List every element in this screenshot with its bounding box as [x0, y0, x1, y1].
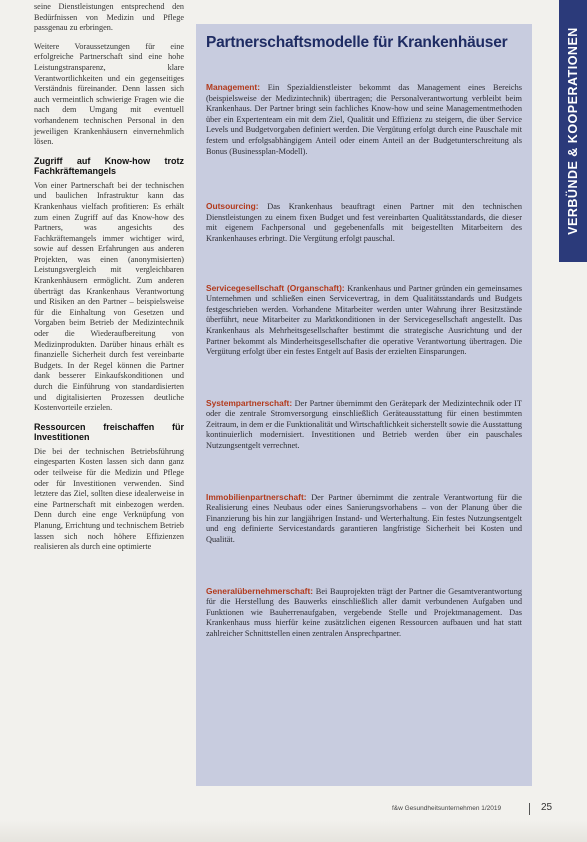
entry-text: Bei Bauprojekten trägt der Partner die Gesamtverantwortung für die Herstellung des Bauwerks einschließlich aller damit verbundenen Aufgaben und Funktionen wie Bauherrenaufgaben, vergebende Stelle und Projektmanagement. Das Krankenhaus muss hierfür keine zusätzlichen eigenen Ressourcen aufbauen und hat statt zahlreicher Schnittstellen einen zentralen Ansprechpartner.: [206, 586, 522, 638]
entry-management: [206, 82, 522, 157]
entry-servicegesellschaft: [206, 283, 522, 358]
entry-term: Immobilienpartnerschaft:: [206, 491, 307, 502]
entry-generaluebernehmerschaft: [206, 586, 522, 640]
entry-term: Management:: [206, 82, 260, 92]
entry-term: Servicegesellschaft (Organschaft):: [206, 282, 345, 293]
entry-term: Generalübernehmerschaft:: [206, 585, 314, 596]
page-number: 25: [541, 802, 553, 813]
entry-outsourcing: [206, 201, 522, 244]
entry-systempartnerschaft: [206, 398, 522, 452]
info-box: [196, 24, 532, 786]
footer-source: f&w Gesundheitsunternehmen 1/2019: [392, 805, 502, 812]
left-text-column: [34, 2, 184, 561]
entry-text: Krankenhaus und Partner gründen ein gemeinsames Unternehmen und schließen einen Servicevertrag, in dem Qualitätsstandards und Budgets festgeschrieben werden. Vorhandene Mitarbeiter werden unter Wahrung ihrer Besitzstände überführt, neue Mitarbeiter zu Marktkonditionen in der Servicegesellschaft angestellt. Das Krankenhaus als Mehrheitsgesellschafter bestimmt die strategische Ausrichtung und der Partner bekommt als Minderheitsgesellschafter die operative Verantwortung übertragen. Die Vergütung erfolgt über ein festes Entgelt auf Basis der erzielten Einsparungen.: [206, 283, 522, 357]
bottom-shade: [0, 820, 587, 842]
entry-text: Der Partner übernimmt die zentrale Verantwortung für die Realisierung eines Neubaus oder eines Sanierungsvorhabens – von der Planung über die Finanzierung bis hin zur langjährigen Instand- und Werterhaltung. Ein festes Nutzungsentgelt und eng definierte Servicestandards garantieren langfristige Sicherheit bei Kosten und Qualität.: [206, 492, 522, 545]
paragraph-2: Weitere Voraussetzungen für eine erfolgreiche Partnerschaft sind eine hohe Leistungstransparenz, klare Verantwortlichkeiten und ein gegenseitiges Verständnis füreinander. Denn lassen sich auch vermeintlich schwierige Fragen wie die nach dem Umgang mit eventuell vorhandenem technischen Personal in den jeweiligen Krankenhäusern einvernehmlich lösen.: [34, 41, 184, 147]
entry-immobilienpartnerschaft: [206, 492, 522, 546]
entry-term: Outsourcing:: [206, 201, 259, 212]
subheading-ressourcen: Ressourcen freischaffen für Investitionen: [34, 421, 184, 443]
side-tab-label: VERBÜNDE & KOOPERATIONEN: [566, 27, 580, 235]
entry-text: Ein Spezialdienstleister bekommt das Management eines Bereichs (beispielsweise der Medizintechnik) übertragen; die Personalverantwortung verbleibt beim Krankenhaus. Der Partner bringt sein fachliches Know-how und seine Managementmethoden über ein Expertenteam ein mit dem Ziel, Qualität und Effizienz zu steigern, die über Service Levels und Budgetvorgaben definiert werden. Die Vergütung erfolgt durch eine Pauschale mit festem und erfolgsabhängigem Anteil oder einem Anteil an der Budgetunterschreitung als Bonus (Businessplan-Modell).: [206, 83, 522, 156]
paragraph-1: seine Dienstleistungen entsprechend den Bedürfnissen von Medizin und Pflege passgenau zu erbringen.: [34, 2, 184, 33]
entry-term: Systempartnerschaft:: [206, 397, 293, 408]
box-title: Partnerschaftsmodelle für Krankenhäuser: [206, 34, 508, 51]
paragraph-4: Die bei der technischen Betriebsführung eingesparten Kosten lassen sich dann ganz oder teilweise für die Medizin und Pflege oder für Investitionen verwenden. Sind letztere das Ziel, sollten diese idealerweise in eine Partnerschaft mit einbezogen werden. Denn durch eine enge Verknüpfung von Planung, Errichtung und technischem Betrieb lassen sich noch höhere Effizienzen realisieren als durch eine optimierte: [34, 446, 184, 552]
subheading-know-how: Zugriff auf Know-how trotz Fachkräftemangels: [34, 155, 184, 177]
paragraph-3: Von einer Partnerschaft bei der technischen und baulichen Infrastruktur kann das Krankenhaus vielfach profitieren: Es erhält zum einen Zugriff auf das Know-how des Partners, was angesichts des Fachkräftemangels immer wichtiger wird, sowie auf dessen Erfahrungen aus anderen Projekten, was einen (anonymisierten) Leistungsvergleich mit vergleichbaren Krankenhäusern ermöglicht. Zum anderen überträgt das Krankenhaus Verantwortung und Risiken an den Partner – beispielsweise für die Einhaltung von Gesetzen und Vorgaben beim Betrieb der Medizintechnik oder die Wiederaufbereitung von Medizinprodukten. Darüber hinaus erhält es finanzielle Sicherheit durch fest vereinbarte Budgets. In der Regel können die Partner dank besserer Einkaufskonditionen und durch die Einführung von standardisierten und digitalisierten Prozessen deutliche Kostenvorteile erzielen.: [34, 180, 184, 413]
section-side-tab: [559, 0, 587, 262]
entry-text: Der Partner übernimmt den Gerätepark der Medizintechnik oder IT oder die zentrale Stromversorgung einschließlich Geräteausstattung für einen bestimmten Zeitraum, in dem er die Funktionalität und Wirtschaftlichkeit sicherstellt sowie die Ausstattung kontinuierlich modernisiert. Investitionen und Betrieb werden über ein pauschales Nutzungsentgelt verrechnet.: [206, 398, 522, 451]
footer-divider: [529, 803, 530, 815]
page-footer: [392, 802, 562, 816]
entry-text: Das Krankenhaus beauftragt einen Partner mit den technischen Dienstleistungen zu einem fixen Budget und fest vereinbarten Qualitätsstandards, die dieser mit eigenem Fachpersonal und gegebenenfalls mit beigestellten Mitarbeitern des Krankenhauses erbringt. Die Vergütung erfolgt pauschal.: [206, 202, 522, 243]
